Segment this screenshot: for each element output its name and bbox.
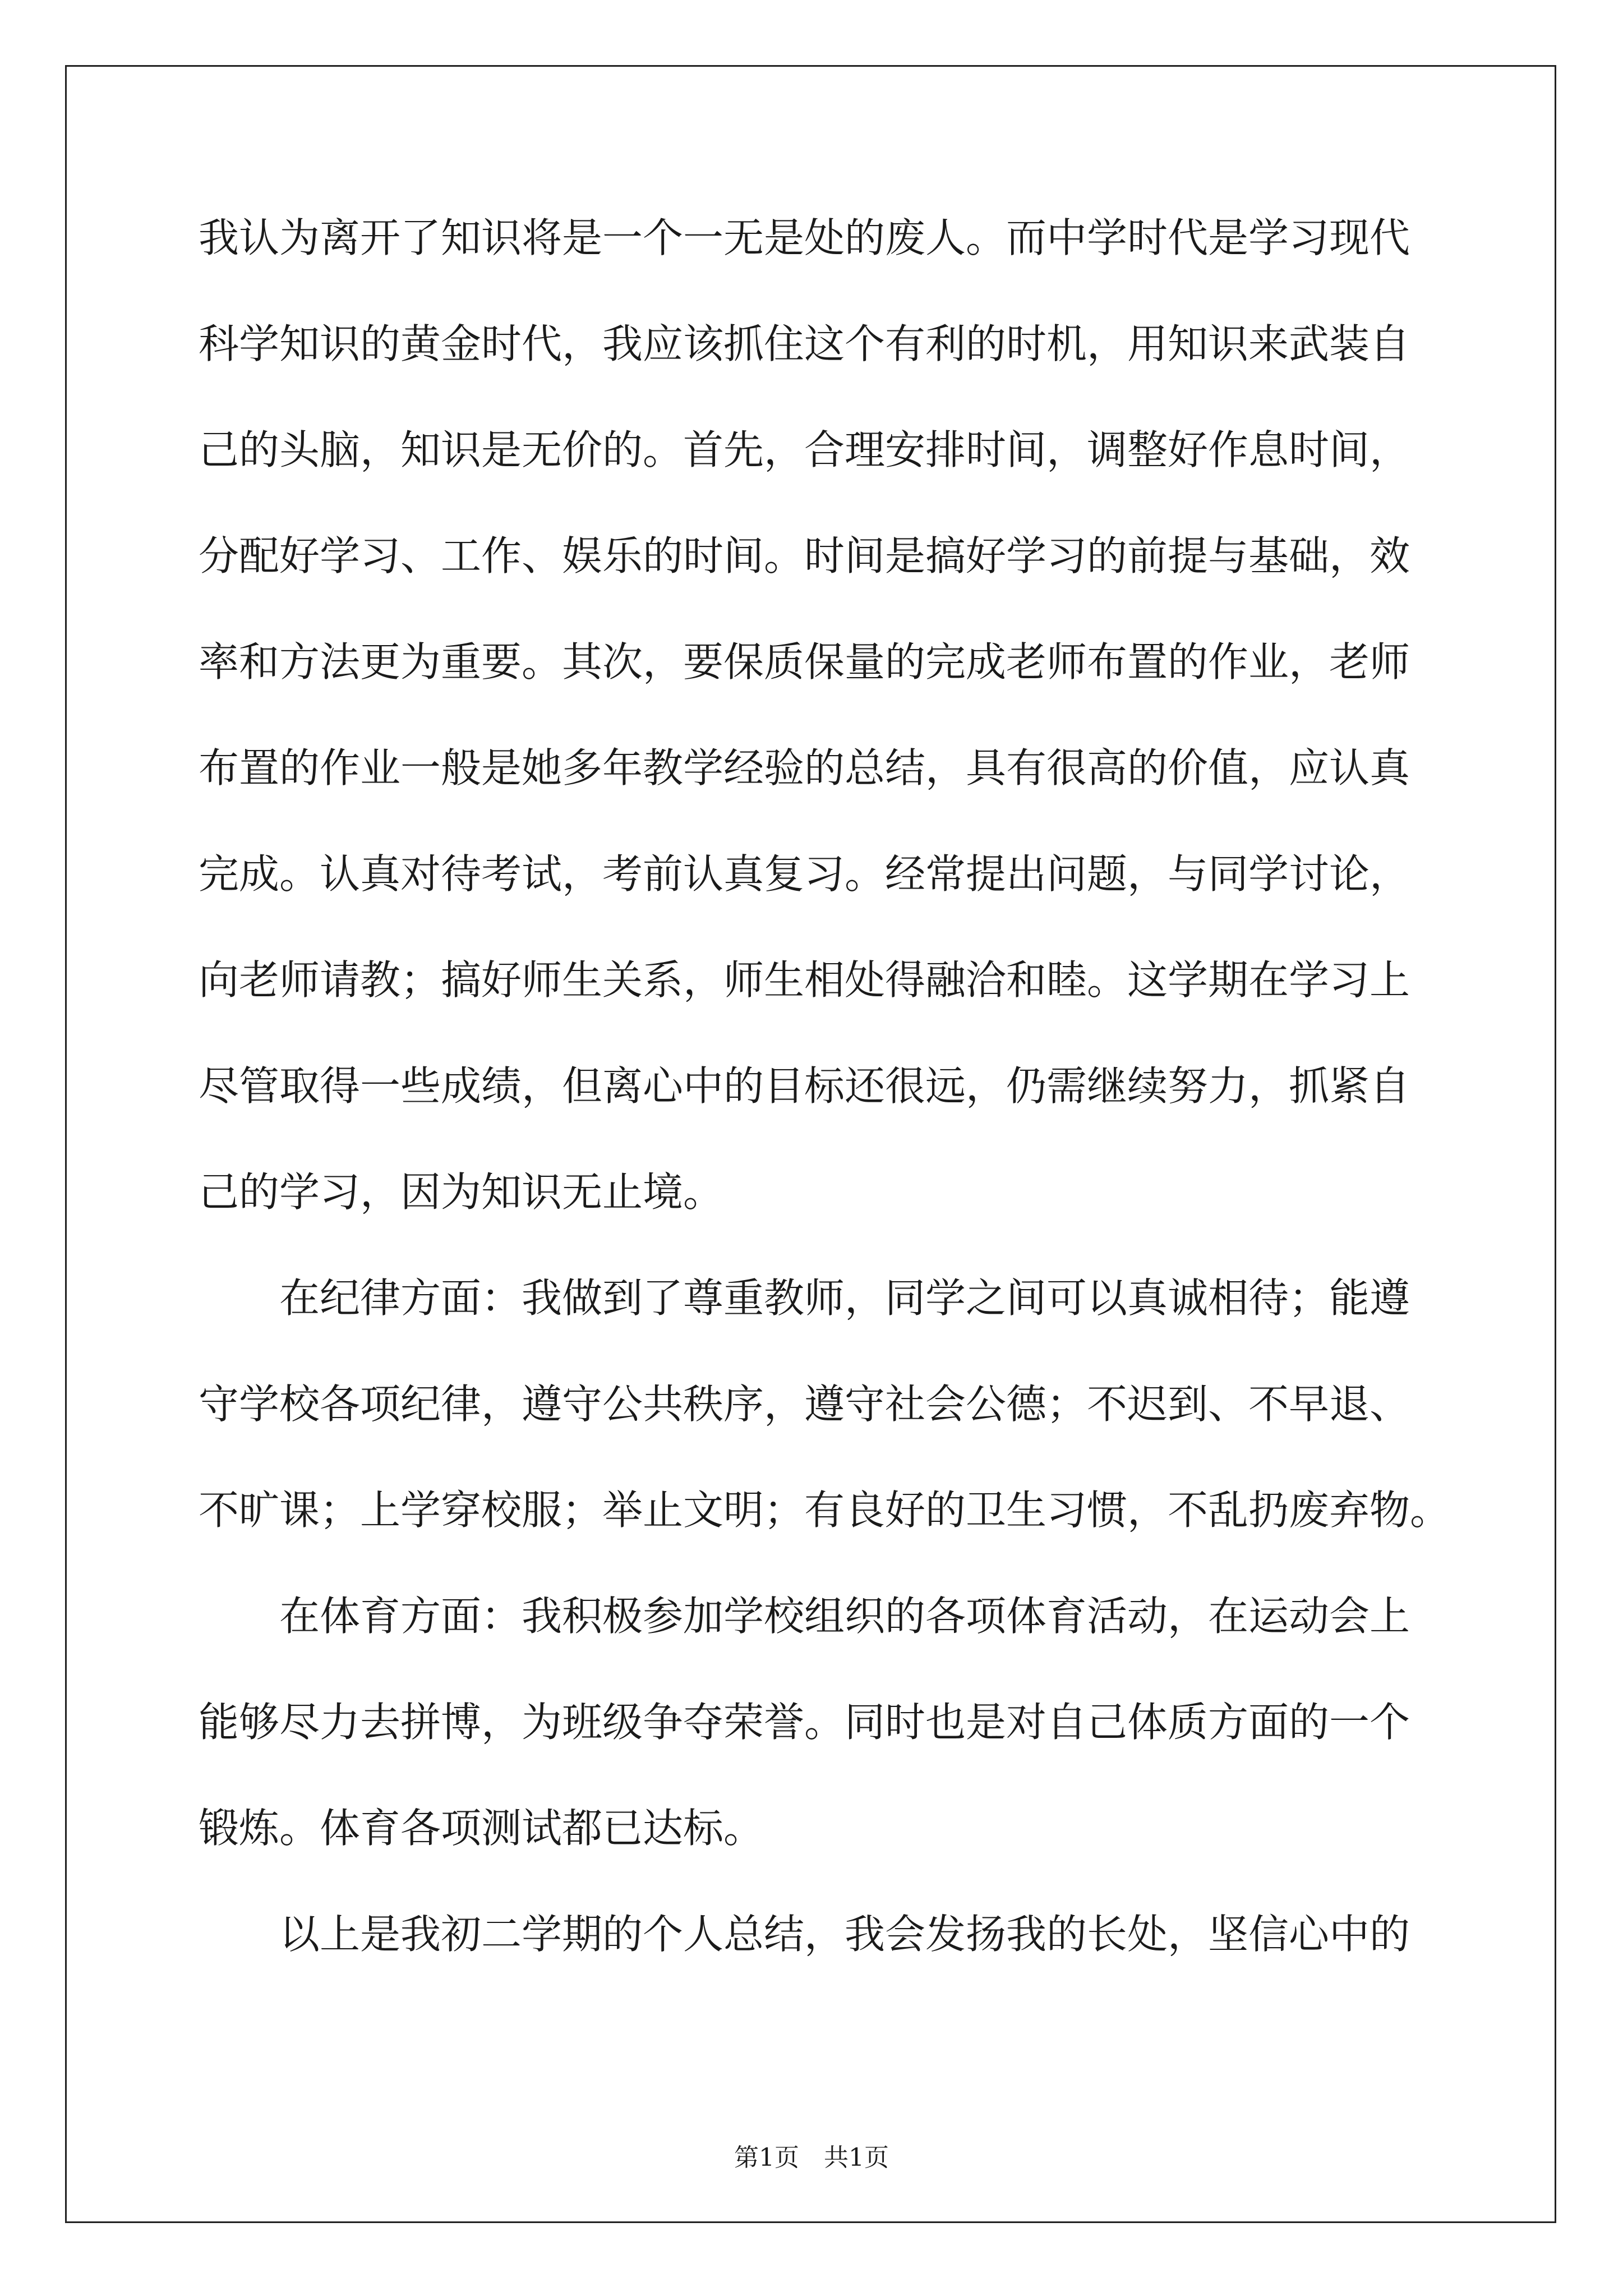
text-line: 分配好学习、工作、娱乐的时间。时间是搞好学习的前提与基础，效 <box>199 532 1410 579</box>
text-line: 我认为离开了知识将是一个一无是处的废人。而中学时代是学习现代 <box>199 214 1410 261</box>
text-line: 己的学习，因为知识无止境。 <box>199 1168 724 1216</box>
text-line: 在体育方面：我积极参加学校组织的各项体育活动，在运动会上 <box>199 1593 1410 1640</box>
text-line: 以上是我初二学期的个人总结，我会发扬我的长处，坚信心中的 <box>199 1911 1410 1958</box>
text-line: 尽管取得一些成绩，但离心中的目标还很远，仍需继续努力，抓紧自 <box>199 1062 1410 1110</box>
text-line: 守学校各项纪律，遵守公共秩序，遵守社会公德；不迟到、不早退、 <box>199 1381 1410 1428</box>
text-line: 完成。认真对待考试，考前认真复习。经常提出问题，与同学讨论， <box>199 850 1410 898</box>
text-line: 不旷课；上学穿校服；举止文明；有良好的卫生习惯，不乱扔废弃物。 <box>199 1487 1451 1534</box>
text-line: 率和方法更为重要。其次，要保质保量的完成老师布置的作业，老师 <box>199 638 1410 685</box>
text-line: 锻炼。体育各项测试都已达标。 <box>199 1805 764 1852</box>
text-line: 己的头脑，知识是无价的。首先，合理安排时间，调整好作息时间， <box>199 426 1410 473</box>
text-line: 在纪律方面：我做到了尊重教师，同学之间可以真诚相待；能遵 <box>199 1274 1410 1322</box>
text-line: 能够尽力去拼博，为班级争夺荣誉。同时也是对自己体质方面的一个 <box>199 1699 1410 1746</box>
text-line: 布置的作业一般是她多年教学经验的总结，具有很高的价值，应认真 <box>199 744 1410 792</box>
text-line: 向老师请教；搞好师生关系，师生相处得融洽和睦。这学期在学习上 <box>199 956 1410 1004</box>
text-line: 科学知识的黄金时代，我应该抓住这个有利的时机，用知识来武装自 <box>199 320 1410 367</box>
page-number: 第1页 共1页 <box>734 2143 889 2172</box>
document-body <box>199 214 1455 2020</box>
